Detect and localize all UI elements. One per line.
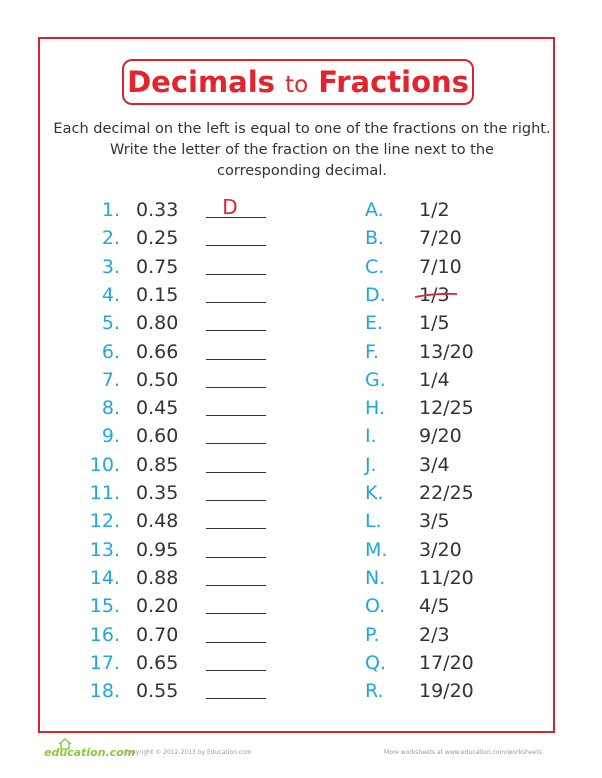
choice-fraction: 1/2: [419, 199, 450, 221]
choice-letter: I.: [365, 425, 377, 448]
problem-decimal: 0.35: [136, 482, 179, 504]
choice-letter: D.: [365, 283, 386, 306]
problem-decimal: 0.65: [136, 651, 179, 674]
answer-line[interactable]: [206, 415, 266, 416]
choice-row: [365, 508, 515, 534]
answer-line[interactable]: [206, 302, 266, 303]
choice-letter: E.: [365, 312, 384, 335]
problem-number: 13.: [89, 538, 120, 561]
instructions-line: corresponding decimal.: [217, 163, 387, 179]
choice-letter: P.: [365, 623, 380, 646]
problem-decimal: 0.55: [136, 680, 179, 703]
choice-fraction: 7/20: [419, 227, 462, 250]
problem-number: 17.: [89, 651, 120, 674]
problem-decimal: 0.88: [136, 566, 179, 589]
problem-number: 4.: [101, 283, 120, 306]
problem-decimal: 0.66: [136, 340, 179, 363]
title-part-fractions: Fractions: [318, 65, 469, 99]
choice-fraction: 11/20: [419, 566, 474, 589]
choice-fraction: 13/20: [419, 340, 474, 363]
answer-line[interactable]: [206, 613, 266, 614]
choice-letter: L.: [365, 510, 382, 533]
choice-row: [365, 565, 515, 591]
choice-row: [365, 254, 515, 280]
choice-row: [365, 678, 515, 704]
choice-letter: G.: [365, 368, 386, 391]
choice-fraction: 17/20: [419, 651, 474, 674]
choice-letter: F.: [365, 340, 379, 363]
choice-fraction: 1/3: [419, 283, 450, 306]
problem-number: 2.: [101, 227, 120, 250]
problem-number: 11.: [89, 482, 120, 504]
problem-number: 7.: [101, 368, 120, 391]
problem-decimal: 0.70: [136, 623, 179, 646]
problem-decimal: 0.85: [136, 453, 179, 476]
answer-line[interactable]: [206, 359, 266, 360]
choice-fraction: 3/5: [419, 510, 450, 533]
choice-row: [365, 423, 515, 449]
choice-letter: N.: [365, 566, 386, 589]
choice-row: [365, 650, 515, 676]
answer-line[interactable]: [206, 642, 266, 643]
instructions-line: Each decimal on the left is equal to one of the fractions on the right.: [53, 121, 551, 137]
choice-letter: R.: [365, 680, 384, 703]
answer-line[interactable]: [206, 443, 266, 444]
title-part-to: to: [285, 72, 309, 98]
problem-decimal: 0.15: [136, 283, 179, 306]
problem-number: 14.: [89, 566, 120, 589]
problem-number: 5.: [101, 312, 120, 335]
problem-number: 15.: [89, 595, 120, 618]
instructions: [52, 119, 552, 182]
choice-fraction: 19/20: [419, 680, 474, 703]
choice-row: [365, 593, 515, 619]
answer-line[interactable]: [206, 585, 266, 586]
answer-line[interactable]: [206, 670, 266, 671]
choice-fraction: 2/3: [419, 623, 450, 646]
answer-line[interactable]: [206, 245, 266, 246]
choice-row: [365, 537, 515, 563]
choice-row: [365, 480, 515, 506]
answer-line[interactable]: [206, 557, 266, 558]
strikethrough-mark: [414, 291, 458, 299]
problem-number: 9.: [101, 425, 120, 448]
problem-number: 18.: [89, 680, 120, 703]
choice-row: [365, 225, 515, 251]
footer-copyright: Copyright © 2012-2013 by Education.com: [124, 749, 252, 756]
problem-decimal: 0.95: [136, 538, 179, 561]
problem-decimal: 0.60: [136, 425, 179, 448]
choice-letter: H.: [365, 397, 385, 420]
answer-letter: D: [222, 195, 238, 219]
answer-line[interactable]: [206, 698, 266, 699]
choice-row: [365, 197, 515, 223]
footer: [44, 740, 564, 766]
choice-row: [365, 452, 515, 478]
problem-decimal: 0.80: [136, 312, 179, 335]
problem-decimal: 0.75: [136, 255, 179, 278]
choice-row: [365, 367, 515, 393]
answer-line[interactable]: [206, 274, 266, 275]
problem-decimal: 0.20: [136, 595, 179, 618]
page-title: [122, 59, 474, 105]
footer-more-link[interactable]: More worksheets at www.education.com/worksheets: [384, 749, 542, 756]
problem-number: 16.: [89, 623, 120, 646]
choice-letter: C.: [365, 255, 385, 278]
instructions-line: Write the letter of the fraction on the line next to the: [110, 142, 494, 158]
footer-logo: education.com: [44, 746, 136, 759]
title-part-decimals: Decimals: [127, 65, 275, 99]
answer-line[interactable]: [206, 387, 266, 388]
choice-fraction: 1/4: [419, 368, 450, 391]
choice-letter: K.: [365, 482, 384, 504]
choice-letter: J.: [365, 453, 377, 476]
choice-letter: A.: [365, 199, 384, 221]
choice-fraction: 4/5: [419, 595, 450, 618]
choice-fraction: 9/20: [419, 425, 462, 448]
problem-number: 10.: [89, 453, 120, 476]
choice-fraction: 3/4: [419, 453, 450, 476]
problem-decimal: 0.45: [136, 397, 179, 420]
choice-fraction: 1/5: [419, 312, 450, 335]
problem-number: 8.: [101, 397, 120, 420]
choice-row: [365, 395, 515, 421]
choice-letter: M.: [365, 538, 388, 561]
choice-row: [365, 339, 515, 365]
choice-row: [365, 622, 515, 648]
problem-number: 3.: [101, 255, 120, 278]
choice-fraction: 12/25: [419, 397, 474, 420]
choice-row: [365, 282, 515, 308]
problem-number: 6.: [101, 340, 120, 363]
choice-fraction: 7/10: [419, 255, 462, 278]
choice-letter: Q.: [365, 651, 386, 674]
choice-fraction: 3/20: [419, 538, 462, 561]
answer-line[interactable]: [206, 330, 266, 331]
choice-fraction: 22/25: [419, 482, 474, 504]
answer-line[interactable]: [206, 500, 266, 501]
problem-number: 1.: [101, 199, 120, 221]
choice-letter: B.: [365, 227, 385, 250]
problem-decimal: 0.50: [136, 368, 179, 391]
problem-decimal: 0.25: [136, 227, 179, 250]
answer-line[interactable]: [206, 528, 266, 529]
answer-line[interactable]: [206, 472, 266, 473]
choice-letter: O.: [365, 595, 386, 618]
choice-row: [365, 310, 515, 336]
problem-decimal: 0.33: [136, 199, 179, 221]
problem-decimal: 0.48: [136, 510, 179, 533]
problem-number: 12.: [89, 510, 120, 533]
